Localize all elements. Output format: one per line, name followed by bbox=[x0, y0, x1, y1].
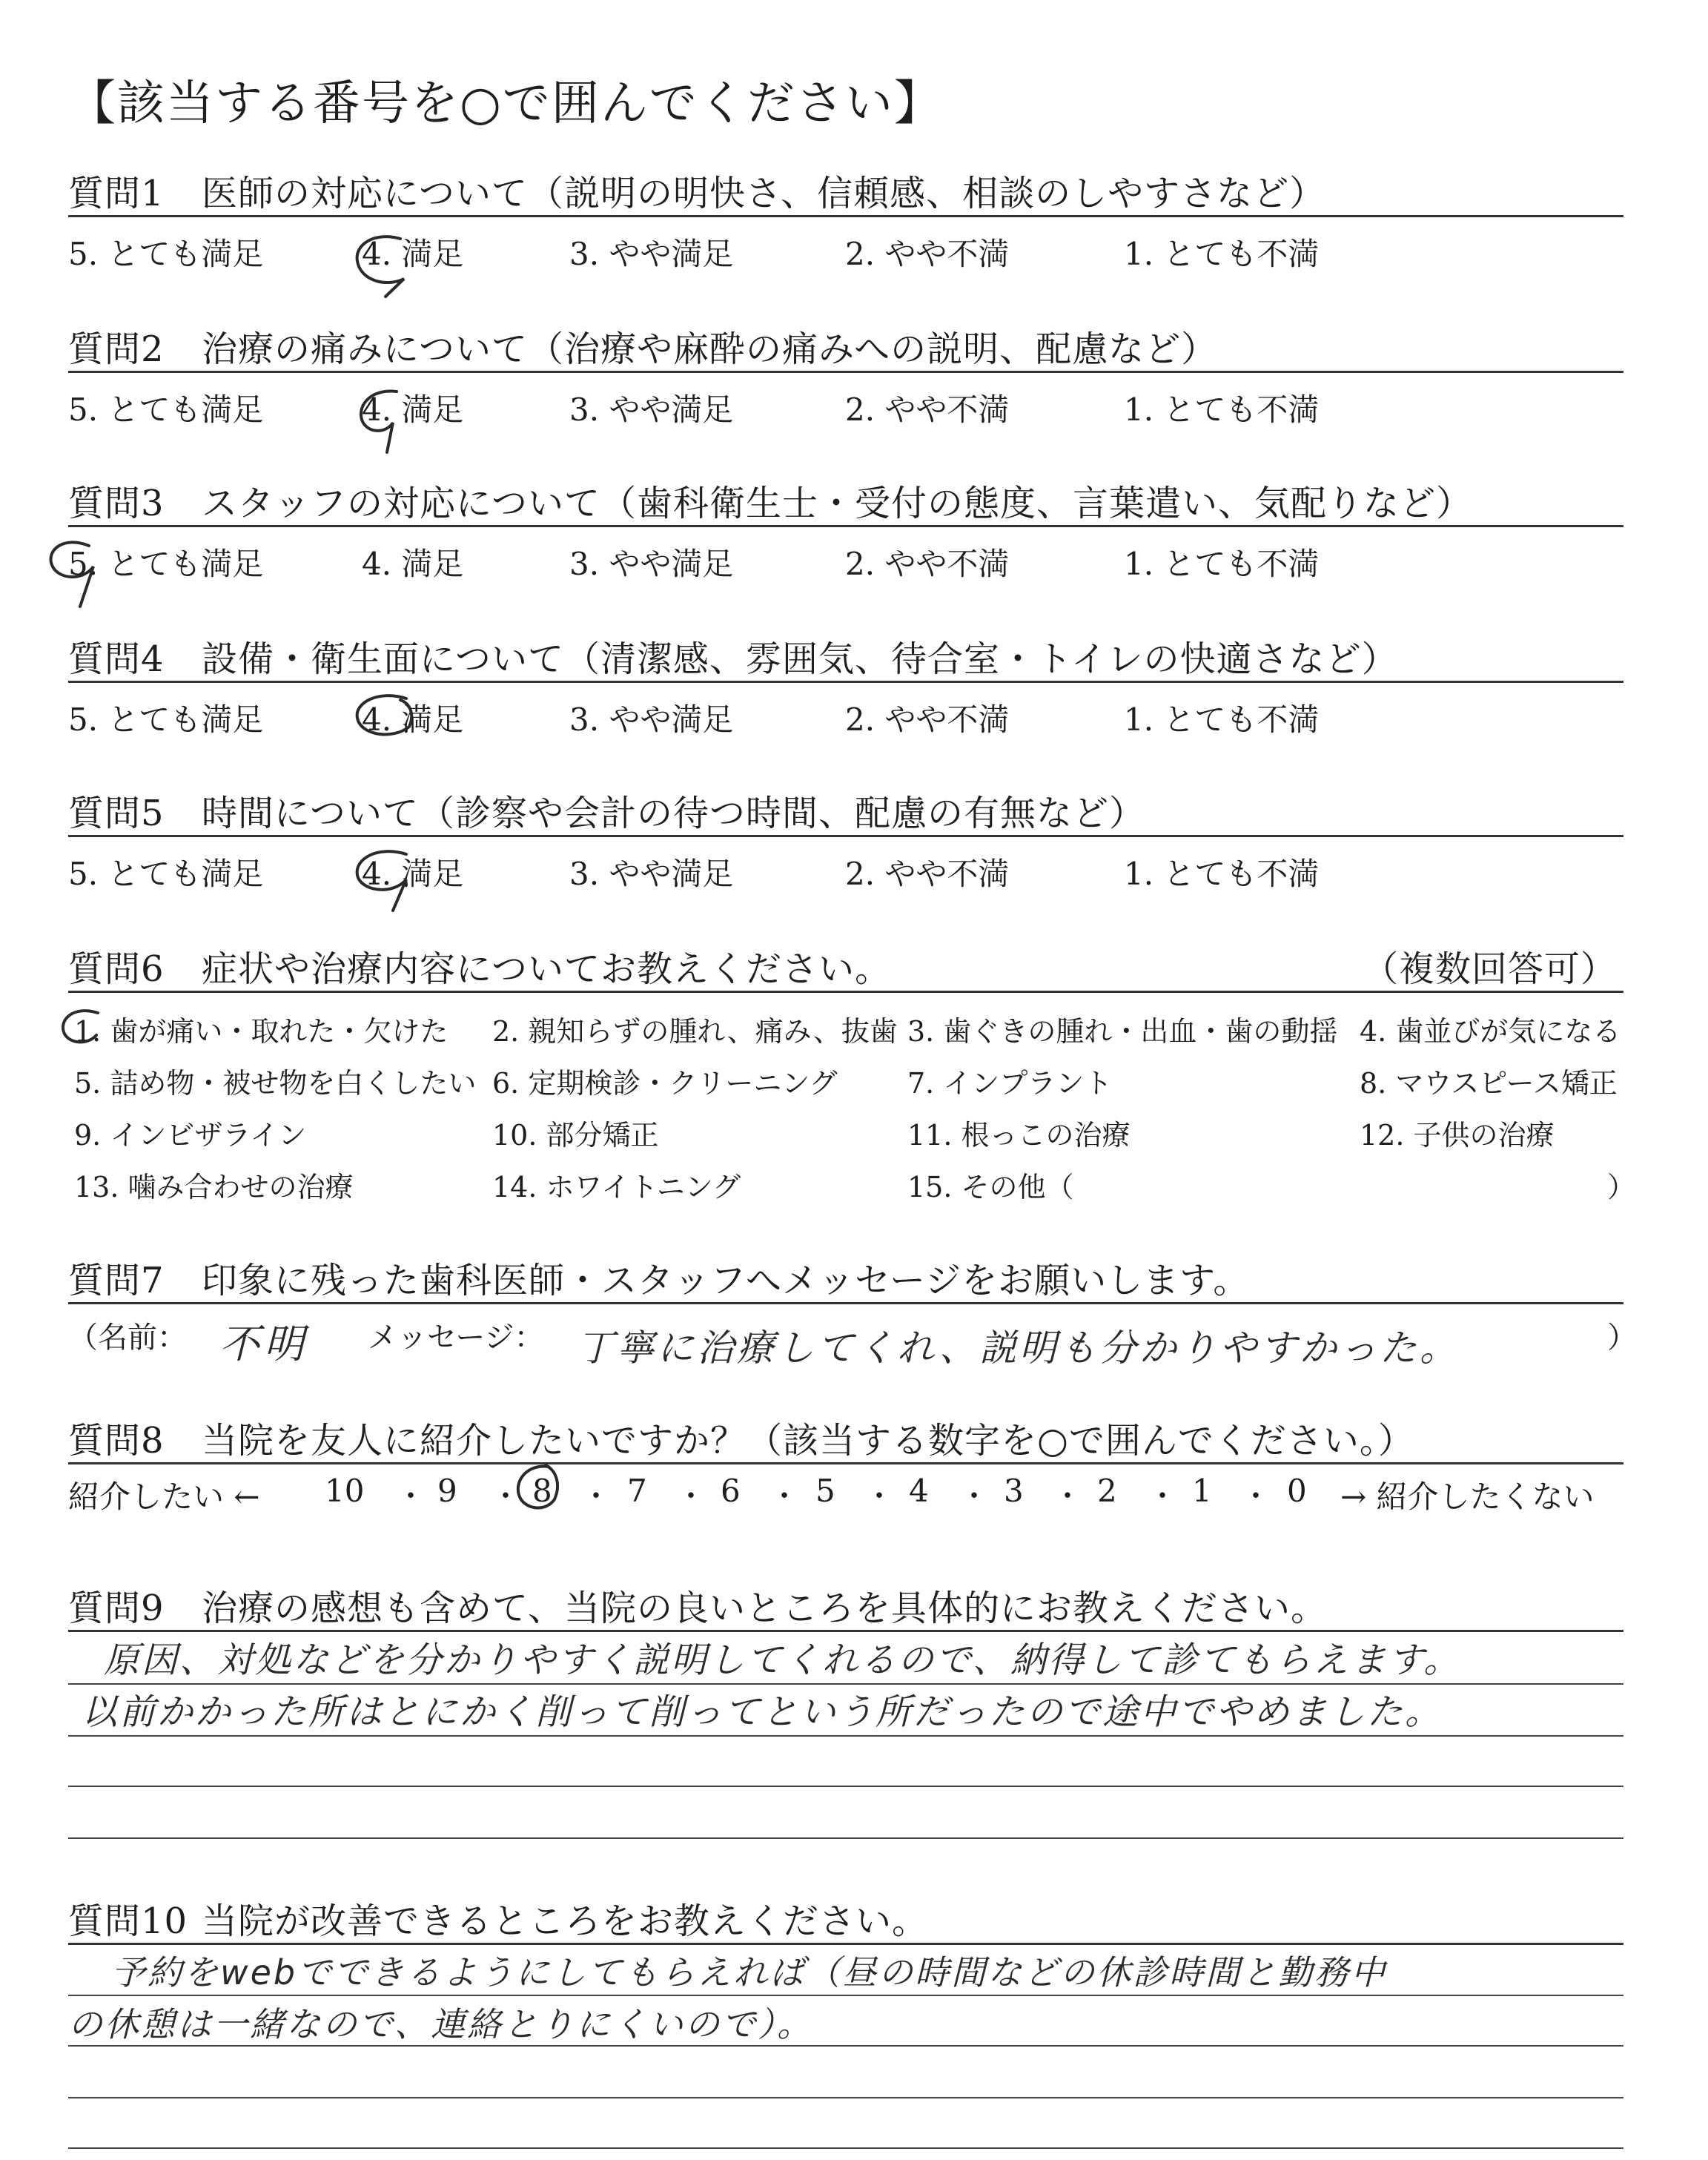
q4-option-1[interactable]: 1. とても不満 bbox=[1124, 701, 1320, 738]
q8-scale-2[interactable]: 2 bbox=[1097, 1473, 1117, 1509]
q8-left-label: 紹介したい ← bbox=[68, 1479, 260, 1515]
q8-scale-8[interactable]: 8 bbox=[532, 1473, 552, 1509]
q1-option-5[interactable]: 5. とても満足 bbox=[68, 236, 264, 272]
q8-scale-0[interactable]: 0 bbox=[1287, 1473, 1307, 1509]
q2-selection-circle bbox=[361, 392, 397, 452]
q2-option-3[interactable]: 3. やや満足 bbox=[569, 392, 734, 428]
q8-scale-4[interactable]: 4 bbox=[909, 1473, 929, 1509]
q8-dot: ・ bbox=[676, 1479, 706, 1513]
q8-dot: ・ bbox=[581, 1479, 611, 1513]
q2-option-2[interactable]: 2. やや不満 bbox=[845, 392, 1010, 428]
question-5-text: 時間について（診察や会計の待つ時間、配慮の有無など） bbox=[202, 793, 1146, 834]
q3-selection-circle bbox=[50, 542, 93, 607]
q8-dot: ・ bbox=[491, 1479, 520, 1513]
q5-selection-circle bbox=[357, 851, 406, 911]
q2-option-1[interactable]: 1. とても不満 bbox=[1124, 392, 1320, 428]
q6-option-11[interactable]: 11. 根っこの治療 bbox=[907, 1119, 1131, 1152]
q5-option-5[interactable]: 5. とても満足 bbox=[68, 856, 264, 892]
q2-option-5[interactable]: 5. とても満足 bbox=[68, 392, 264, 428]
q4-option-2[interactable]: 2. やや不満 bbox=[845, 701, 1010, 738]
q1-option-4[interactable]: 4. 満足 bbox=[362, 236, 464, 272]
question-8-text: 当院を友人に紹介したいですか？（該当する数字を○で囲んでください。） bbox=[202, 1420, 1414, 1462]
question-3-label: 質問3 bbox=[68, 483, 165, 524]
q5-option-2[interactable]: 2. やや不満 bbox=[845, 856, 1010, 892]
q6-option-13[interactable]: 13. 噛み合わせの治療 bbox=[74, 1171, 354, 1203]
q5-option-4[interactable]: 4. 満足 bbox=[362, 856, 464, 892]
question-10-label: 質問10 bbox=[68, 1900, 188, 1942]
q3-option-2[interactable]: 2. やや不満 bbox=[845, 546, 1010, 582]
q1-option-3[interactable]: 3. やや満足 bbox=[569, 236, 734, 272]
question-6-label: 質問6 bbox=[68, 948, 165, 990]
q1-option-1[interactable]: 1. とても不満 bbox=[1124, 236, 1320, 272]
q8-dot: ・ bbox=[396, 1479, 426, 1513]
q3-option-4[interactable]: 4. 満足 bbox=[362, 546, 464, 582]
q1-selection-circle bbox=[357, 237, 404, 297]
q6-option-1-selection-circle bbox=[63, 1011, 98, 1042]
question-4-text: 設備・衛生面について（清潔感、雰囲気、待合室・トイレの快適さなど） bbox=[202, 638, 1398, 680]
q7-close: ） bbox=[1607, 1321, 1637, 1355]
q6-option-4[interactable]: 4. 歯並びが気になる bbox=[1360, 1015, 1621, 1048]
question-2-label: 質問2 bbox=[68, 328, 165, 370]
q3-option-5[interactable]: 5. とても満足 bbox=[68, 546, 264, 582]
q1-option-2[interactable]: 2. やや不満 bbox=[845, 236, 1010, 272]
q10-answer-line-2[interactable]: の休憩は一緒なので、連絡とりにくいので）。 bbox=[68, 2004, 814, 2044]
q8-dot: ・ bbox=[959, 1479, 989, 1513]
q6-option-5[interactable]: 5. 詰め物・被せ物を白くしたい bbox=[74, 1067, 477, 1100]
q8-scale-5[interactable]: 5 bbox=[815, 1473, 835, 1509]
question-6-text: 症状や治療内容についてお教えください。 bbox=[202, 948, 892, 990]
q8-dot: ・ bbox=[769, 1479, 799, 1513]
form-title: 【該当する番号を○で囲んでください】 bbox=[68, 76, 943, 131]
q6-option-15[interactable]: 15. その他（ bbox=[907, 1171, 1074, 1203]
question-3-text: スタッフの対応について（歯科衛生士・受付の態度、言葉遣い、気配りなど） bbox=[202, 483, 1473, 524]
q6-option-7[interactable]: 7. インプラント bbox=[907, 1067, 1113, 1100]
q6-option-1[interactable]: 1. 歯が痛い・取れた・欠けた bbox=[74, 1015, 448, 1048]
q7-message-handwritten[interactable]: 丁寧に治療してくれ、説明も分かりやすかった。 bbox=[577, 1327, 1460, 1370]
q7-message-label: メッセージ： bbox=[368, 1321, 544, 1355]
q8-dot: ・ bbox=[1148, 1479, 1177, 1513]
q8-dot: ・ bbox=[1241, 1479, 1271, 1513]
q8-right-label: → 紹介したくない bbox=[1340, 1479, 1595, 1515]
q7-name-label: （名前： bbox=[68, 1321, 187, 1355]
question-4-label: 質問4 bbox=[68, 638, 165, 680]
question-5-label: 質問5 bbox=[68, 793, 165, 834]
q6-other-close: ） bbox=[1607, 1171, 1636, 1203]
question-6-note: （複数回答可） bbox=[1363, 948, 1618, 990]
question-10-text: 当院が改善できるところをお教えください。 bbox=[202, 1900, 929, 1942]
q4-selection-circle bbox=[357, 696, 412, 734]
question-7-text: 印象に残った歯科医師・スタッフへメッセージをお願いします。 bbox=[202, 1260, 1250, 1301]
q8-dot: ・ bbox=[1053, 1479, 1082, 1513]
q4-option-4[interactable]: 4. 満足 bbox=[362, 701, 464, 738]
q7-name-handwritten[interactable]: 不明 bbox=[219, 1321, 308, 1367]
question-2-text: 治療の痛みについて（治療や麻酔の痛みへの説明、配慮など） bbox=[202, 328, 1218, 370]
q6-option-8[interactable]: 8. マウスピース矯正 bbox=[1360, 1067, 1618, 1100]
q8-scale-7[interactable]: 7 bbox=[627, 1473, 647, 1509]
q8-scale-6[interactable]: 6 bbox=[721, 1473, 741, 1509]
question-9-label: 質問9 bbox=[68, 1588, 165, 1629]
q2-option-4[interactable]: 4. 満足 bbox=[362, 392, 464, 428]
question-1-label: 質問1 bbox=[68, 173, 165, 214]
question-9-text: 治療の感想も含めて、当院の良いところを具体的にお教えください。 bbox=[202, 1588, 1328, 1629]
q6-option-10[interactable]: 10. 部分矯正 bbox=[492, 1119, 659, 1152]
q8-scale-3[interactable]: 3 bbox=[1004, 1473, 1024, 1509]
q6-option-3[interactable]: 3. 歯ぐきの腫れ・出血・歯の動揺 bbox=[907, 1015, 1338, 1048]
q5-option-1[interactable]: 1. とても不満 bbox=[1124, 856, 1320, 892]
q8-scale-9[interactable]: 9 bbox=[437, 1473, 457, 1509]
q8-scale-1[interactable]: 1 bbox=[1192, 1473, 1212, 1509]
q8-scale-10[interactable]: 10 bbox=[325, 1473, 365, 1509]
q6-option-2[interactable]: 2. 親知らずの腫れ、痛み、抜歯 bbox=[492, 1015, 898, 1048]
q4-option-3[interactable]: 3. やや満足 bbox=[569, 701, 734, 738]
q3-option-1[interactable]: 1. とても不満 bbox=[1124, 546, 1320, 582]
q8-selection-circle bbox=[518, 1465, 557, 1507]
q8-dot: ・ bbox=[864, 1479, 894, 1513]
q5-option-3[interactable]: 3. やや満足 bbox=[569, 856, 734, 892]
q3-option-3[interactable]: 3. やや満足 bbox=[569, 546, 734, 582]
question-7-label: 質問7 bbox=[68, 1260, 165, 1301]
q6-option-6[interactable]: 6. 定期検診・クリーニング bbox=[492, 1067, 838, 1100]
q9-answer-line-2[interactable]: 以前かかった所はとにかく削って削ってという所だったので途中でやめました。 bbox=[82, 1691, 1443, 1733]
q4-option-5[interactable]: 5. とても満足 bbox=[68, 701, 264, 738]
q10-answer-line-1[interactable]: 予約をwebでできるようにしてもらえれば（昼の時間などの休診時間と勤務中 bbox=[111, 1952, 1388, 1992]
question-1-text: 医師の対応について（説明の明快さ、信頼感、相談のしやすさなど） bbox=[202, 173, 1326, 214]
q6-option-9[interactable]: 9. インビザライン bbox=[74, 1119, 307, 1152]
q9-answer-line-1[interactable]: 原因、対処などを分かりやすく説明してくれるので、納得して診てもらえます。 bbox=[104, 1639, 1462, 1681]
question-8-label: 質問8 bbox=[68, 1420, 165, 1462]
q6-option-14[interactable]: 14. ホワイトニング bbox=[492, 1171, 741, 1203]
q6-option-12[interactable]: 12. 子供の治療 bbox=[1360, 1119, 1555, 1152]
